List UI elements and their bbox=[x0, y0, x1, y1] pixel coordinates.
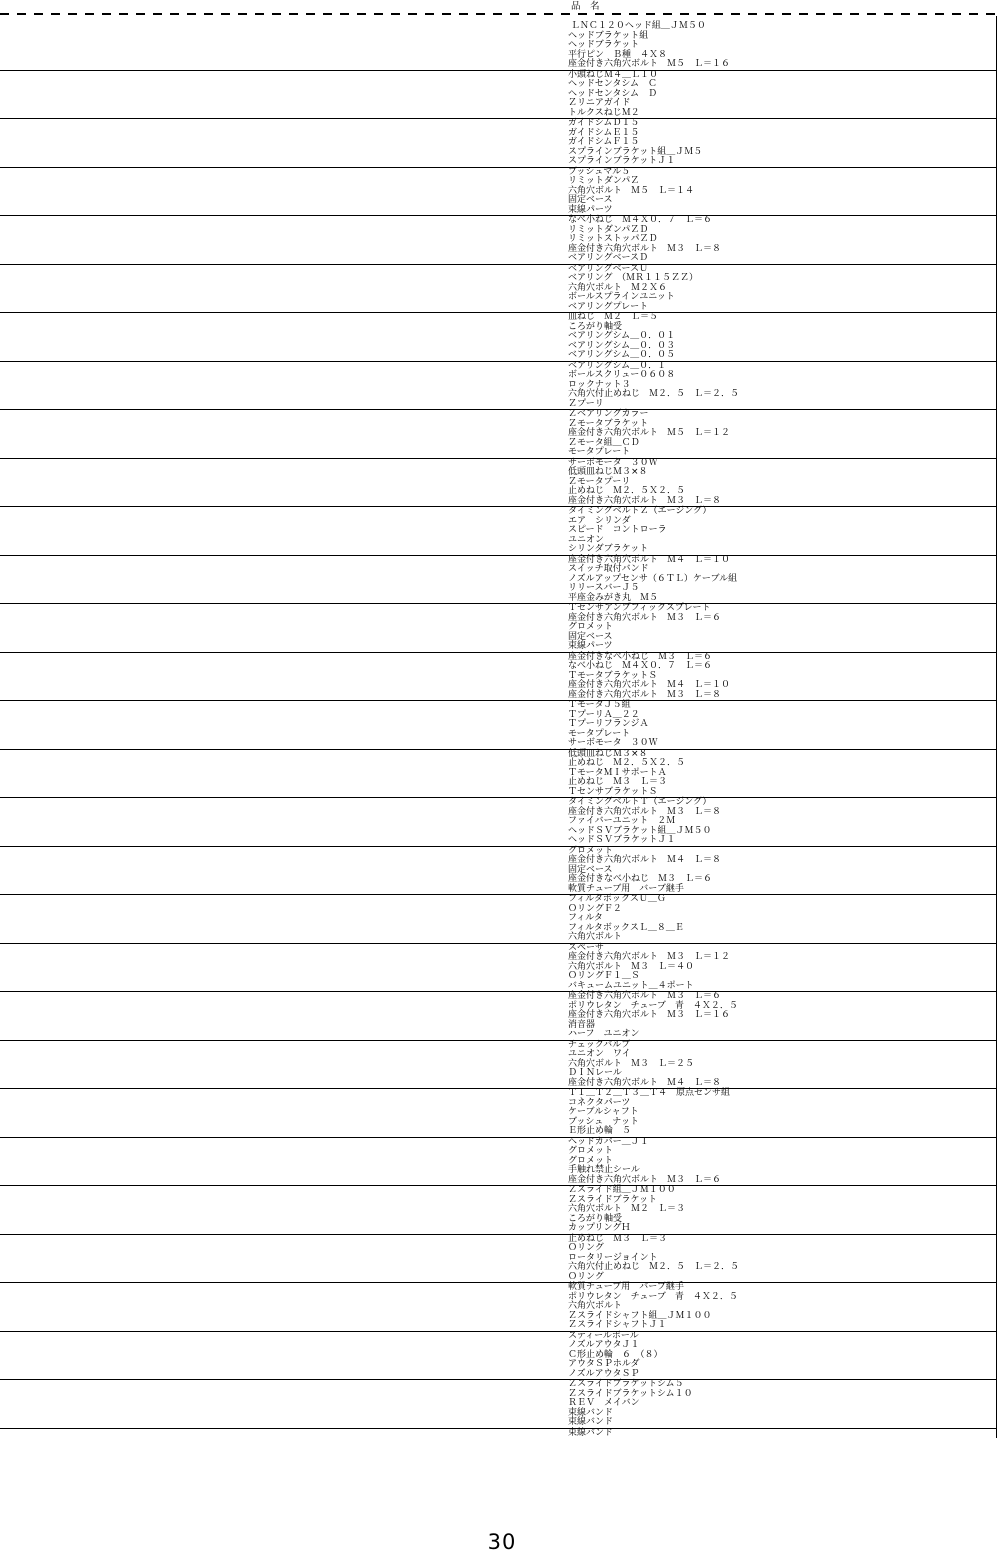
table-row: ガイドシムＤ１５ bbox=[568, 118, 640, 128]
row-group bbox=[0, 700, 996, 749]
table-row: Ｏリング bbox=[568, 1271, 604, 1282]
table-row: ベアリングシム＿０．０３ bbox=[568, 340, 676, 351]
row-group bbox=[0, 652, 996, 701]
table-row: 手触れ禁止シール bbox=[568, 1165, 640, 1175]
table-row: ユニオン bbox=[568, 534, 605, 545]
table-row: グロメット bbox=[568, 622, 614, 632]
table-row: リミットダンパＺＤ bbox=[568, 224, 649, 235]
table-row: 六角穴付止めねじ Ｍ２．５ Ｌ＝２．５ bbox=[568, 389, 740, 399]
row-group bbox=[0, 991, 996, 1040]
table-row: リミットストッパＺＤ bbox=[568, 234, 658, 244]
table-row: 止めねじ Ｍ２．５Ｘ２．５ bbox=[568, 486, 686, 496]
row-group bbox=[0, 943, 996, 992]
table-row: なべ小ねじ Ｍ４Ｘ０．７ Ｌ＝６ bbox=[568, 215, 713, 225]
table-row: 六角穴ボルト Ｍ２ Ｌ＝３ bbox=[568, 1204, 686, 1214]
parts-table bbox=[0, 16, 997, 1438]
table-row: 消音器 bbox=[568, 1019, 596, 1030]
table-row: ケーブルシャフト bbox=[568, 1107, 639, 1117]
table-row: サーボモータ ３０Ｗ bbox=[568, 457, 658, 468]
table-row: 束線バンド bbox=[568, 1407, 614, 1418]
table-row: ＲＥＶ メイバン bbox=[568, 1398, 640, 1408]
table-row: フィルタボックスＵ＿Ｇ bbox=[568, 894, 666, 904]
table-row: Ｚベアリングカラー bbox=[568, 409, 649, 419]
table-row: ボールスクリュー０６０８ bbox=[568, 370, 676, 380]
table-row: 平座金みがき丸 Ｍ５ bbox=[568, 592, 659, 603]
row-group bbox=[0, 458, 996, 507]
top-dashed-rule bbox=[0, 13, 1002, 15]
table-row: ノズルアウタＳＰ bbox=[568, 1368, 640, 1379]
table-row: ポリウレタン チューブ 青 ４Ｘ２．５ bbox=[568, 1291, 738, 1302]
table-row: 六角穴ボルト bbox=[568, 1301, 623, 1311]
table-row: ＴセンサブラケットＳ bbox=[568, 786, 658, 797]
table-row: 六角穴ボルト Ｍ３ Ｌ＝４０ bbox=[568, 961, 695, 972]
table-row: 座金付き六角穴ボルト Ｍ４ Ｌ＝１０ bbox=[568, 680, 731, 690]
table-row: ベアリングシム＿０．０１ bbox=[568, 331, 676, 341]
table-row: 座金付き六角穴ボルト Ｍ５ Ｌ＝１２ bbox=[568, 428, 731, 438]
table-row: 固定ベース bbox=[568, 631, 613, 642]
row-group bbox=[0, 506, 996, 555]
table-row: スピード コントローラ bbox=[568, 525, 667, 535]
table-row: 座金付き六角穴ボルト Ｍ３ Ｌ＝６ bbox=[568, 1174, 722, 1185]
table-row: ブッシュ ナット bbox=[568, 1116, 640, 1127]
table-row: ボールスプラインユニット bbox=[568, 292, 675, 302]
table-row: なべ小ねじ Ｍ４Ｘ０．７ Ｌ＝６ bbox=[568, 661, 713, 671]
table-row: ＯリングＦ１＿Ｓ bbox=[568, 971, 640, 981]
row-group bbox=[0, 361, 996, 410]
row-group bbox=[0, 555, 996, 604]
table-row: Ｚスライド組＿ＪＭ１００ bbox=[568, 1185, 676, 1195]
table-row: 六角穴ボルト Ｍ２Ｘ６ bbox=[568, 282, 668, 293]
table-row: ファイバーユニット ２Ｍ bbox=[568, 816, 676, 826]
table-row: スイッチ取付バンド bbox=[568, 564, 649, 574]
table-row: 座金付きなべ小ねじ Ｍ３ Ｌ＝６ bbox=[568, 651, 713, 662]
table-row: ハーフ ユニオン bbox=[568, 1029, 640, 1039]
table-row: 止めねじ Ｍ３ Ｌ＝３ bbox=[568, 1233, 668, 1244]
table-row: Ｚモータ組＿ＣＤ bbox=[568, 437, 640, 448]
table-row: Ｔセンサアンプフィックスプレート bbox=[568, 603, 711, 613]
table-row: Ｚモータプーリ bbox=[568, 476, 631, 487]
table-row: Ｔ１＿Ｔ２＿Ｔ３＿Ｔ４ 原点センサ組 bbox=[568, 1088, 731, 1098]
table-row: 低頭皿ねじＭ３×８ bbox=[568, 467, 648, 477]
table-row: フィルタ bbox=[568, 913, 603, 923]
table-row: Ｚリニアガイド bbox=[568, 98, 631, 108]
table-row: リリースバーＪ５ bbox=[568, 583, 640, 593]
table-row: コネクタパーツ bbox=[568, 1097, 631, 1108]
table-row: ヘッドＳＶブラケットＪ１ bbox=[568, 835, 676, 845]
table-row: 座金付き六角穴ボルト Ｍ４ Ｌ＝１０ bbox=[568, 554, 731, 565]
table-row: ノズルアップセンサ（６ＴＬ）ケーブル組 bbox=[568, 573, 738, 584]
table-row: 座金付き六角穴ボルト Ｍ３ Ｌ＝８ bbox=[568, 689, 722, 700]
table-row: ＤＩＮレール bbox=[568, 1068, 622, 1078]
table-row: 座金付き六角穴ボルト Ｍ３ Ｌ＝１２ bbox=[568, 952, 731, 962]
table-row: グロメット bbox=[568, 845, 614, 856]
table-row: 六角穴付止めねじ Ｍ２．５ Ｌ＝２．５ bbox=[568, 1262, 740, 1272]
table-row: ガイドシムＥ１５ bbox=[568, 127, 640, 138]
page-number: 30 bbox=[487, 1530, 517, 1554]
table-row: ベアリング （ＭＲ１１５ＺＺ） bbox=[568, 273, 698, 283]
table-row: グロメット bbox=[568, 1155, 614, 1166]
table-row: スペーサ bbox=[568, 942, 605, 953]
table-row: 六角穴ボルト Ｍ３ Ｌ＝２５ bbox=[568, 1058, 695, 1069]
table-row: ヘッドカバー＿Ｊ１ bbox=[568, 1136, 649, 1147]
table-row: 束線パーツ bbox=[568, 641, 613, 651]
table-row: 座金付き六角穴ボルト Ｍ３ Ｌ＝６ bbox=[568, 612, 722, 623]
row-group bbox=[0, 264, 996, 313]
table-row: ヘッドセンタシム Ｃ bbox=[568, 79, 658, 89]
row-group bbox=[0, 70, 996, 119]
table-row: アウタＳＰホルダ bbox=[568, 1359, 640, 1369]
table-row: グロメット bbox=[568, 1146, 614, 1156]
table-row: ガイドシムＦ１５ bbox=[568, 137, 640, 147]
table-row: 座金付き六角穴ボルト Ｍ３ Ｌ＝８ bbox=[568, 495, 722, 506]
table-row: 座金付き六角穴ボルト Ｍ３ Ｌ＝１６ bbox=[568, 1010, 731, 1020]
table-row: 固定ベース bbox=[568, 195, 613, 205]
table-row: ベアリングベースＵ bbox=[568, 263, 649, 274]
table-row: ベアリングシム＿０．０５ bbox=[568, 350, 676, 360]
table-row: ＯリングＦ２ bbox=[568, 903, 622, 914]
table-row: ヘッドセンタシム Ｄ bbox=[568, 88, 658, 99]
table-row: 束線バンド bbox=[568, 1427, 614, 1438]
row-group bbox=[0, 1137, 996, 1186]
table-row: Ｃ形止め輪 ６ （８） bbox=[568, 1349, 663, 1360]
row-group bbox=[0, 167, 996, 216]
table-row: 束線パーツ bbox=[568, 204, 613, 215]
row-group bbox=[0, 1331, 996, 1380]
table-row: タイミングベルトＴ（エージング） bbox=[568, 797, 712, 807]
row-group bbox=[0, 797, 996, 846]
table-row: 止めねじ Ｍ２．５Ｘ２．５ bbox=[568, 758, 686, 768]
row-group bbox=[0, 16, 996, 70]
row-group bbox=[0, 1185, 996, 1234]
row-group bbox=[0, 215, 996, 264]
table-row: ＴプーリフランジＡ bbox=[568, 719, 649, 729]
table-row: 低頭皿ねじＭ３×８ bbox=[568, 748, 648, 759]
row-group bbox=[0, 603, 996, 652]
table-row: ＴモータブラケットＳ bbox=[568, 670, 658, 681]
row-group bbox=[0, 312, 996, 361]
table-row: フィルタボックスＬ＿８＿Ｅ bbox=[568, 922, 684, 933]
table-row: ベアリングプレート bbox=[568, 301, 649, 312]
table-row: エア シリンダ bbox=[568, 515, 631, 526]
table-row: ＴモータＭＩサポートＡ bbox=[568, 767, 667, 778]
row-group bbox=[0, 1428, 996, 1439]
table-row: Ｏリング bbox=[568, 1243, 604, 1253]
table-row: Ｚスライドブラケット bbox=[568, 1194, 658, 1205]
table-row: ブッシュマル５ bbox=[568, 166, 631, 177]
row-group bbox=[0, 1040, 996, 1089]
table-row: ヘッドＳＶブラケット組＿ＪＭ５０ bbox=[568, 825, 712, 836]
row-group bbox=[0, 1088, 996, 1137]
table-row: バキュームユニット＿４ポート bbox=[568, 980, 694, 991]
row-group bbox=[0, 846, 996, 895]
table-row: Ｚスライドシャフト組＿ＪＭ１００ bbox=[568, 1310, 712, 1321]
table-row: ヘッドブラケット bbox=[568, 40, 640, 50]
table-row: Ｚスライドブラケットシム５ bbox=[568, 1379, 684, 1389]
table-row: ＴプーリＡ＿２２ bbox=[568, 709, 640, 720]
table-row: ユニオン ワイ bbox=[568, 1049, 631, 1059]
table-row: 止めねじ Ｍ３ Ｌ＝３ bbox=[568, 777, 668, 787]
table-row: 座金付き六角穴ボルト Ｍ４ Ｌ＝８ bbox=[568, 1077, 722, 1088]
table-row: ＺスライドシャフトＪ１ bbox=[568, 1320, 667, 1330]
row-group bbox=[0, 894, 996, 943]
table-row: 束線バンド bbox=[568, 1417, 614, 1427]
table-row: ＴモータＪ５組 bbox=[568, 700, 631, 710]
table-row: 座金付き六角穴ボルト Ｍ５ Ｌ＝１６ bbox=[568, 59, 731, 69]
table-row: ＬＮＣ１２０ヘッド組＿ＪＭ５０ bbox=[568, 21, 706, 31]
table-row: 座金付き六角穴ボルト Ｍ４ Ｌ＝８ bbox=[568, 855, 722, 865]
table-row: 皿ねじ Ｍ２ Ｌ＝５ bbox=[568, 312, 659, 322]
table-row: 六角穴ボルト Ｍ５ Ｌ＝１４ bbox=[568, 185, 695, 196]
table-row: スプラインブラケットＪ１ bbox=[568, 156, 676, 166]
table-row: Ｚモータブラケット bbox=[568, 418, 649, 429]
table-row: スプラインブラケット組＿ＪＭ５ bbox=[568, 146, 703, 157]
table-row: モータプレート bbox=[568, 728, 631, 739]
table-row: 座金付き六角穴ボルト Ｍ３ Ｌ＝８ bbox=[568, 243, 722, 254]
table-row: ベアリングベースＤ bbox=[568, 253, 649, 263]
row-group bbox=[0, 1282, 996, 1331]
table-row: 座金付きなべ小ねじ Ｍ３ Ｌ＝６ bbox=[568, 874, 713, 884]
table-row: 軟質チューブ用 バーブ継手 bbox=[568, 1282, 684, 1292]
table-row: リミットダンパＺ bbox=[568, 176, 640, 186]
table-row: ヘッドブラケット組 bbox=[568, 30, 649, 41]
table-row: 小頭ねじＭ４＿Ｌ１０ bbox=[568, 69, 659, 80]
column-header-part-name: 品 名 bbox=[571, 1, 600, 12]
table-row: ころがり軸受 bbox=[568, 321, 623, 332]
table-row: ロックナット３ bbox=[568, 379, 631, 390]
table-row: 平行ピン Ｂ種 ４Ｘ８ bbox=[568, 49, 668, 60]
table-row: Ｚスライドブラケットシム１０ bbox=[568, 1388, 693, 1399]
table-row: 固定ベース bbox=[568, 864, 613, 875]
table-row: 座金付き六角穴ボルト Ｍ３ Ｌ＝６ bbox=[568, 991, 722, 1001]
table-row: サーボモータ ３０Ｗ bbox=[568, 738, 658, 748]
row-group bbox=[0, 1379, 996, 1428]
table-row: チェックバルブ bbox=[568, 1039, 631, 1050]
table-row: スティールボール bbox=[568, 1330, 639, 1341]
table-row: カップリングＨ bbox=[568, 1223, 631, 1233]
row-group bbox=[0, 749, 996, 798]
row-group bbox=[0, 1234, 996, 1283]
table-row: ノズルアウタＪ１ bbox=[568, 1340, 640, 1350]
table-row: 六角穴ボルト bbox=[568, 932, 623, 942]
table-row: シリンダブラケット bbox=[568, 544, 649, 554]
table-row: Ｚプーリ bbox=[568, 398, 604, 409]
table-row: ポリウレタン チューブ 青 ４Ｘ２．５ bbox=[568, 1000, 738, 1011]
row-group bbox=[0, 409, 996, 458]
table-row: 座金付き六角穴ボルト Ｍ３ Ｌ＝８ bbox=[568, 806, 722, 817]
table-row: タイミングベルトＺ（エージング） bbox=[568, 506, 712, 516]
table-row: Ｅ形止め輪 ５ bbox=[568, 1126, 632, 1136]
table-row: トルクスねじＭ２ bbox=[568, 107, 640, 118]
table-row: モータプレート bbox=[568, 447, 631, 457]
table-row: 軟質チューブ用 バーブ継手 bbox=[568, 883, 684, 894]
table-row: ロータリージョイント bbox=[568, 1252, 658, 1263]
table-row: ベアリングシム＿０．１ bbox=[568, 360, 667, 371]
table-row: ころがり軸受 bbox=[568, 1213, 623, 1224]
row-group bbox=[0, 118, 996, 167]
